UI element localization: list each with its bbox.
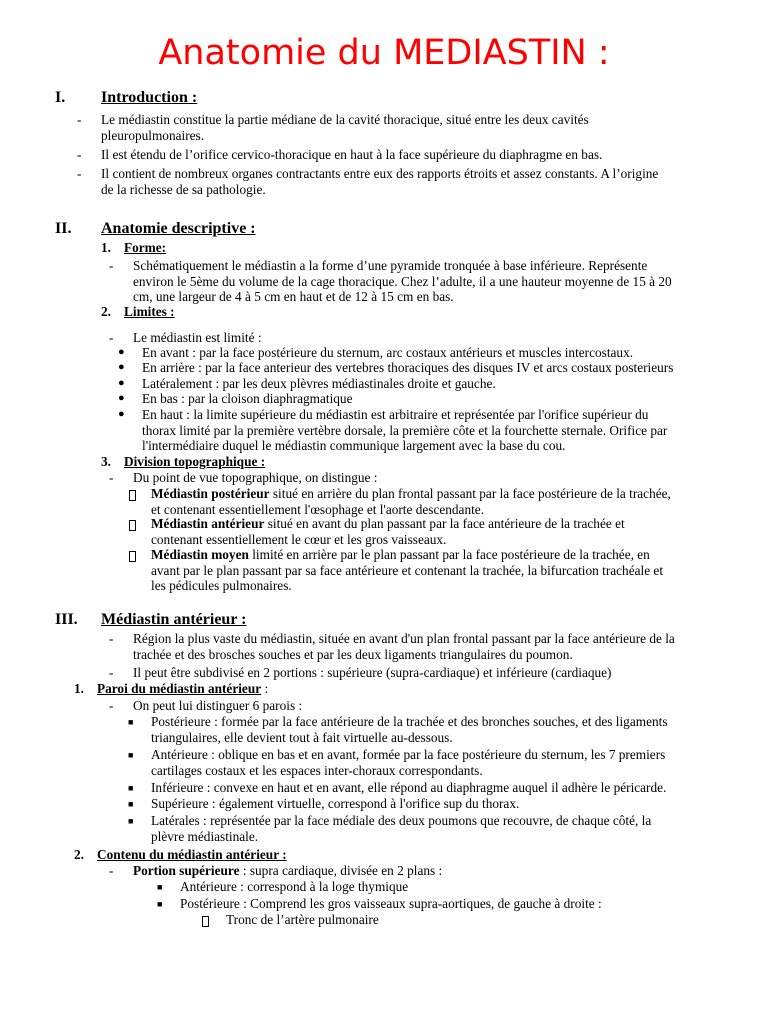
subsection-contenu-heading: Contenu du médiastin antérieur : [97,847,287,862]
plan-anterieur: Antérieure : correspond à la loge thymique [180,879,409,894]
portion-superieure: Portion supérieure : supra cardiaque, divisée en 2 plans : [133,863,443,878]
paroi-item-5: Latérales : représentée par la face médiale des deux poumons que recouvre, de chaque côté, la plèvre médiastinale. [151,813,652,844]
intro-item-1: Le médiastin constitue la partie médiane de la cavité thoracique, situé entre les deux cavités pleuropulmonaires. [101,112,589,143]
dash-bullet: - [109,330,114,345]
dash-bullet: - [77,166,82,181]
limites-bullet-5: En haut : la limite supérieure du médiastin est arbitraire et représentée par l'orifice supérieur du thorax limité par la première vertèbre dorsale, la première côte et la fourchette sternale. Orifice par l'intermédiaire duquel le médiastin communique largement avec la base du cou. [142,407,668,453]
subsection-number: 2. [74,847,84,862]
subsection-number: 3. [101,454,111,469]
section-3-heading: Médiastin antérieur : [101,611,247,628]
dash-bullet: - [109,631,114,646]
limites-bullet-3: Latéralement : par les deux plèvres médiastinales droite et gauche. [142,376,496,391]
page-title: Anatomie du MEDIASTIN : [158,33,610,73]
paroi-item-4: Supérieure : également virtuelle, correspond à l'orifice sup du thorax. [151,796,520,811]
square-bullet: ■ [128,717,134,727]
subsection-division-heading: Division topographique : [124,454,266,469]
section-3-number: III. [55,611,78,628]
paroi-item-1: Postérieure : formée par la face antérieure de la trachée et des bronches souches, et des ligaments triangulaires, elle devient tout à fait virtuelle au-dessous. [151,714,668,745]
round-bullet: ● [118,408,125,420]
round-bullet: ● [118,361,125,373]
dash-bullet: - [109,258,114,273]
missing-glyph-bullet [129,489,136,505]
plan-posterieur: Postérieure : Comprend les gros vaisseaux supra-aortiques, de gauche à droite : [180,896,602,911]
paroi-item-3: Inférieure : convexe en haut et en avant, elle répond au diaphragme auquel il adhère le péricarde. [151,780,667,795]
subsection-number: 1. [74,681,84,696]
round-bullet: ● [118,377,125,389]
round-bullet: ● [118,392,125,404]
section-1-number: I. [55,89,66,106]
section-2-heading: Anatomie descriptive : [101,220,256,237]
forme-text: Schématiquement le médiastin a la forme d’une pyramide tronquée à base inférieure. Représente environ le 5ème du volume de la cage thoracique. Chez l’adulte, il a une hauteur moyenne de 15 à 20 cm, une largeur de 4 à 5 cm en haut et de 12 à 15 cm en bas. [133,258,672,304]
dash-bullet: - [109,470,114,485]
division-item-middle: Médiastin moyen limité en arrière par le plan passant par la face postérieure de la trachée, en avant par le plan passant par sa face antérieure et contenant la trachée, la bifurcation trachéale et les pédicules pulmonaires. [151,547,664,593]
subsection-limites-heading: Limites : [124,304,175,319]
square-bullet: ■ [128,799,134,809]
limites-bullet-1: En avant : par la face postérieure du sternum, arc costaux antérieurs et muscles intercostaux. [142,345,634,360]
subsection-forme-heading: Forme: [124,240,167,255]
section-2-number: II. [55,220,72,237]
limites-bullet-4: En bas : par la cloison diaphragmatique [142,391,353,406]
missing-glyph-bullet [129,519,136,535]
section-1-heading: Introduction : [101,89,198,106]
subsection-number: 1. [101,240,111,255]
division-item-anterior: Médiastin antérieur situé en avant du plan passant par la face antérieure de la trachée et contenant essentiellement le cœur et les gros vaisseaux. [151,516,625,547]
dash-bullet: - [109,698,114,713]
square-bullet: ■ [128,783,134,793]
anterior-item-1: Région la plus vaste du médiastin, située en avant d'un plan frontal passant par la face antérieure de la trachée et des brosches souches et par les deux ligaments triangulaires du poumon. [133,631,675,662]
missing-glyph-bullet [202,915,209,931]
square-bullet: ■ [157,899,163,909]
intro-item-3: Il contient de nombreux organes contractants entre eux des rapports étroits et assez constants. A l’origine de la richesse de sa pathologie. [101,166,659,197]
paroi-item-2: Antérieure : oblique en bas et en avant, formée par la face postérieure du sternum, les 7 premiers cartilages costaux et les espaces inter-choraux correspondants. [151,747,666,778]
division-intro: Du point de vue topographique, on distingue : [133,470,378,485]
anterior-item-2: Il peut être subdivisé en 2 portions : supérieure (supra-cardiaque) et inférieure (cardiaque) [133,665,612,680]
square-bullet: ■ [128,816,134,826]
dash-bullet: - [77,112,82,127]
division-item-posterior: Médiastin postérieur situé en arrière du plan frontal passant par la face postérieure de la trachée, et contenant essentiellement l'œsophage et l'aorte descendante. [151,486,671,517]
square-bullet: ■ [157,882,163,892]
limites-bullet-2: En arrière : par la face anterieur des vertebres thoraciques des disques IV et arcs costaux posterieurs [142,360,674,375]
dash-bullet: - [109,863,114,878]
round-bullet: ● [118,346,125,358]
intro-item-2: Il est étendu de l’orifice cervico-thoracique en haut à la face supérieure du diaphragme en bas. [101,147,603,162]
sub-item-tronc: Tronc de l’artère pulmonaire [226,912,379,927]
missing-glyph-bullet [129,550,136,566]
dash-bullet: - [77,147,82,162]
dash-bullet: - [109,665,114,680]
square-bullet: ■ [128,750,134,760]
subsection-number: 2. [101,304,111,319]
paroi-intro: On peut lui distinguer 6 parois : [133,698,303,713]
limites-intro: Le médiastin est limité : [133,330,262,345]
subsection-paroi-heading: Paroi du médiastin antérieur : [97,681,269,696]
